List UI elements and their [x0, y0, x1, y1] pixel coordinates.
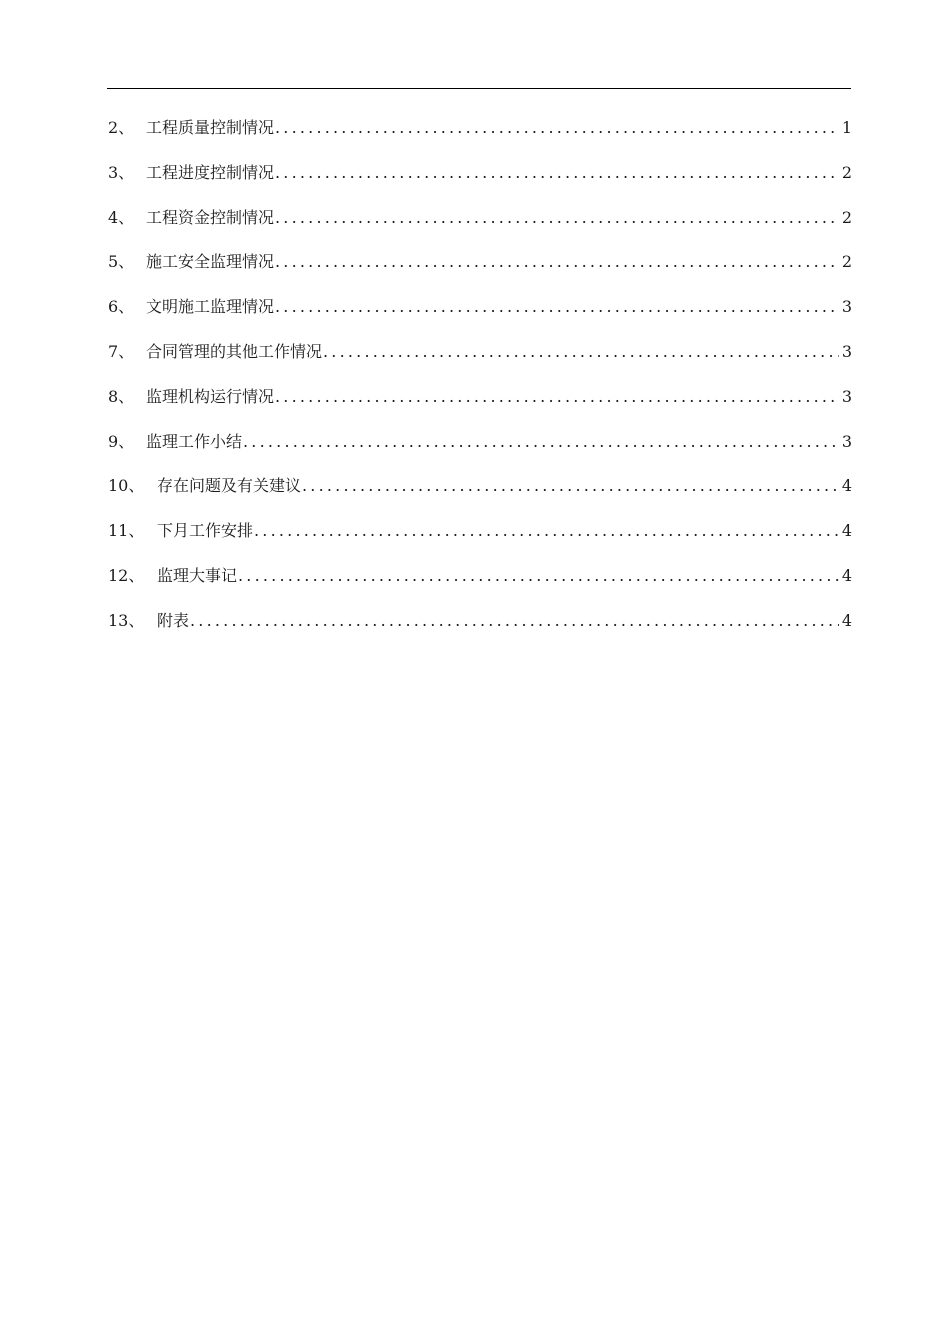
toc-entry-title: 监理大事记 — [157, 565, 238, 585]
toc-entry-title: 文明施工监理情况 — [146, 297, 275, 317]
toc-entry-page: 4 — [841, 521, 852, 541]
toc-entry-page: 2 — [841, 252, 852, 272]
toc-entry-number: 13、 — [108, 610, 145, 630]
toc-entry-number: 4、 — [108, 207, 135, 227]
toc-entry[interactable] — [108, 474, 852, 519]
table-of-contents — [108, 116, 852, 654]
toc-dot-leader — [323, 340, 839, 364]
toc-entry-title: 存在问题及有关建议 — [157, 476, 302, 496]
toc-dot-leader — [275, 161, 839, 185]
toc-entry-number: 3、 — [108, 162, 135, 182]
toc-dot-leader — [275, 250, 839, 274]
toc-entry-title: 监理机构运行情况 — [146, 386, 275, 406]
toc-entry[interactable] — [108, 430, 852, 475]
toc-entry-number: 12、 — [108, 565, 145, 585]
toc-entry[interactable] — [108, 564, 852, 609]
toc-entry-title: 工程资金控制情况 — [146, 207, 275, 227]
toc-dot-leader — [275, 385, 839, 409]
toc-entry-number: 10、 — [108, 476, 145, 496]
header-rule — [107, 88, 851, 89]
toc-dot-leader — [275, 206, 839, 230]
toc-entry-number: 5、 — [108, 252, 135, 272]
toc-entry-page: 2 — [841, 207, 852, 227]
toc-entry-title: 合同管理的其他工作情况 — [146, 341, 323, 361]
toc-entry-page: 3 — [841, 431, 852, 451]
toc-dot-leader — [302, 474, 839, 498]
toc-entry-page: 3 — [841, 341, 852, 361]
toc-entry-number: 9、 — [108, 431, 135, 451]
toc-entry-number: 11、 — [108, 521, 145, 541]
toc-entry[interactable] — [108, 161, 852, 206]
toc-entry-page: 3 — [841, 297, 852, 317]
toc-entry-page: 2 — [841, 162, 852, 182]
toc-entry[interactable] — [108, 519, 852, 564]
toc-dot-leader — [238, 564, 839, 588]
toc-dot-leader — [243, 430, 839, 454]
toc-dot-leader — [275, 295, 839, 319]
toc-dot-leader — [190, 609, 839, 633]
toc-entry-title: 工程质量控制情况 — [146, 118, 275, 137]
toc-entry[interactable] — [108, 116, 852, 161]
toc-entry[interactable] — [108, 250, 852, 295]
toc-entry-title: 附表 — [157, 610, 190, 630]
toc-entry-number: 8、 — [108, 386, 135, 406]
toc-entry-number: 6、 — [108, 297, 135, 317]
toc-dot-leader — [275, 116, 839, 140]
toc-entry-page: 4 — [841, 610, 852, 630]
toc-entry-number: 7、 — [108, 341, 135, 361]
toc-dot-leader — [254, 519, 839, 543]
toc-entry-page: 1 — [841, 118, 852, 137]
toc-entry-page: 3 — [841, 386, 852, 406]
toc-entry-title: 监理工作小结 — [146, 431, 243, 451]
toc-entry[interactable] — [108, 206, 852, 251]
toc-entry[interactable] — [108, 295, 852, 340]
toc-entry-title: 下月工作安排 — [157, 521, 254, 541]
toc-entry[interactable] — [108, 609, 852, 654]
toc-entry-page: 4 — [841, 476, 852, 496]
toc-entry-title: 工程进度控制情况 — [146, 162, 275, 182]
toc-entry-number: 2、 — [108, 118, 135, 137]
toc-entry-title: 施工安全监理情况 — [146, 252, 275, 272]
toc-entry[interactable] — [108, 340, 852, 385]
toc-entry[interactable] — [108, 385, 852, 430]
toc-entry-page: 4 — [841, 565, 852, 585]
